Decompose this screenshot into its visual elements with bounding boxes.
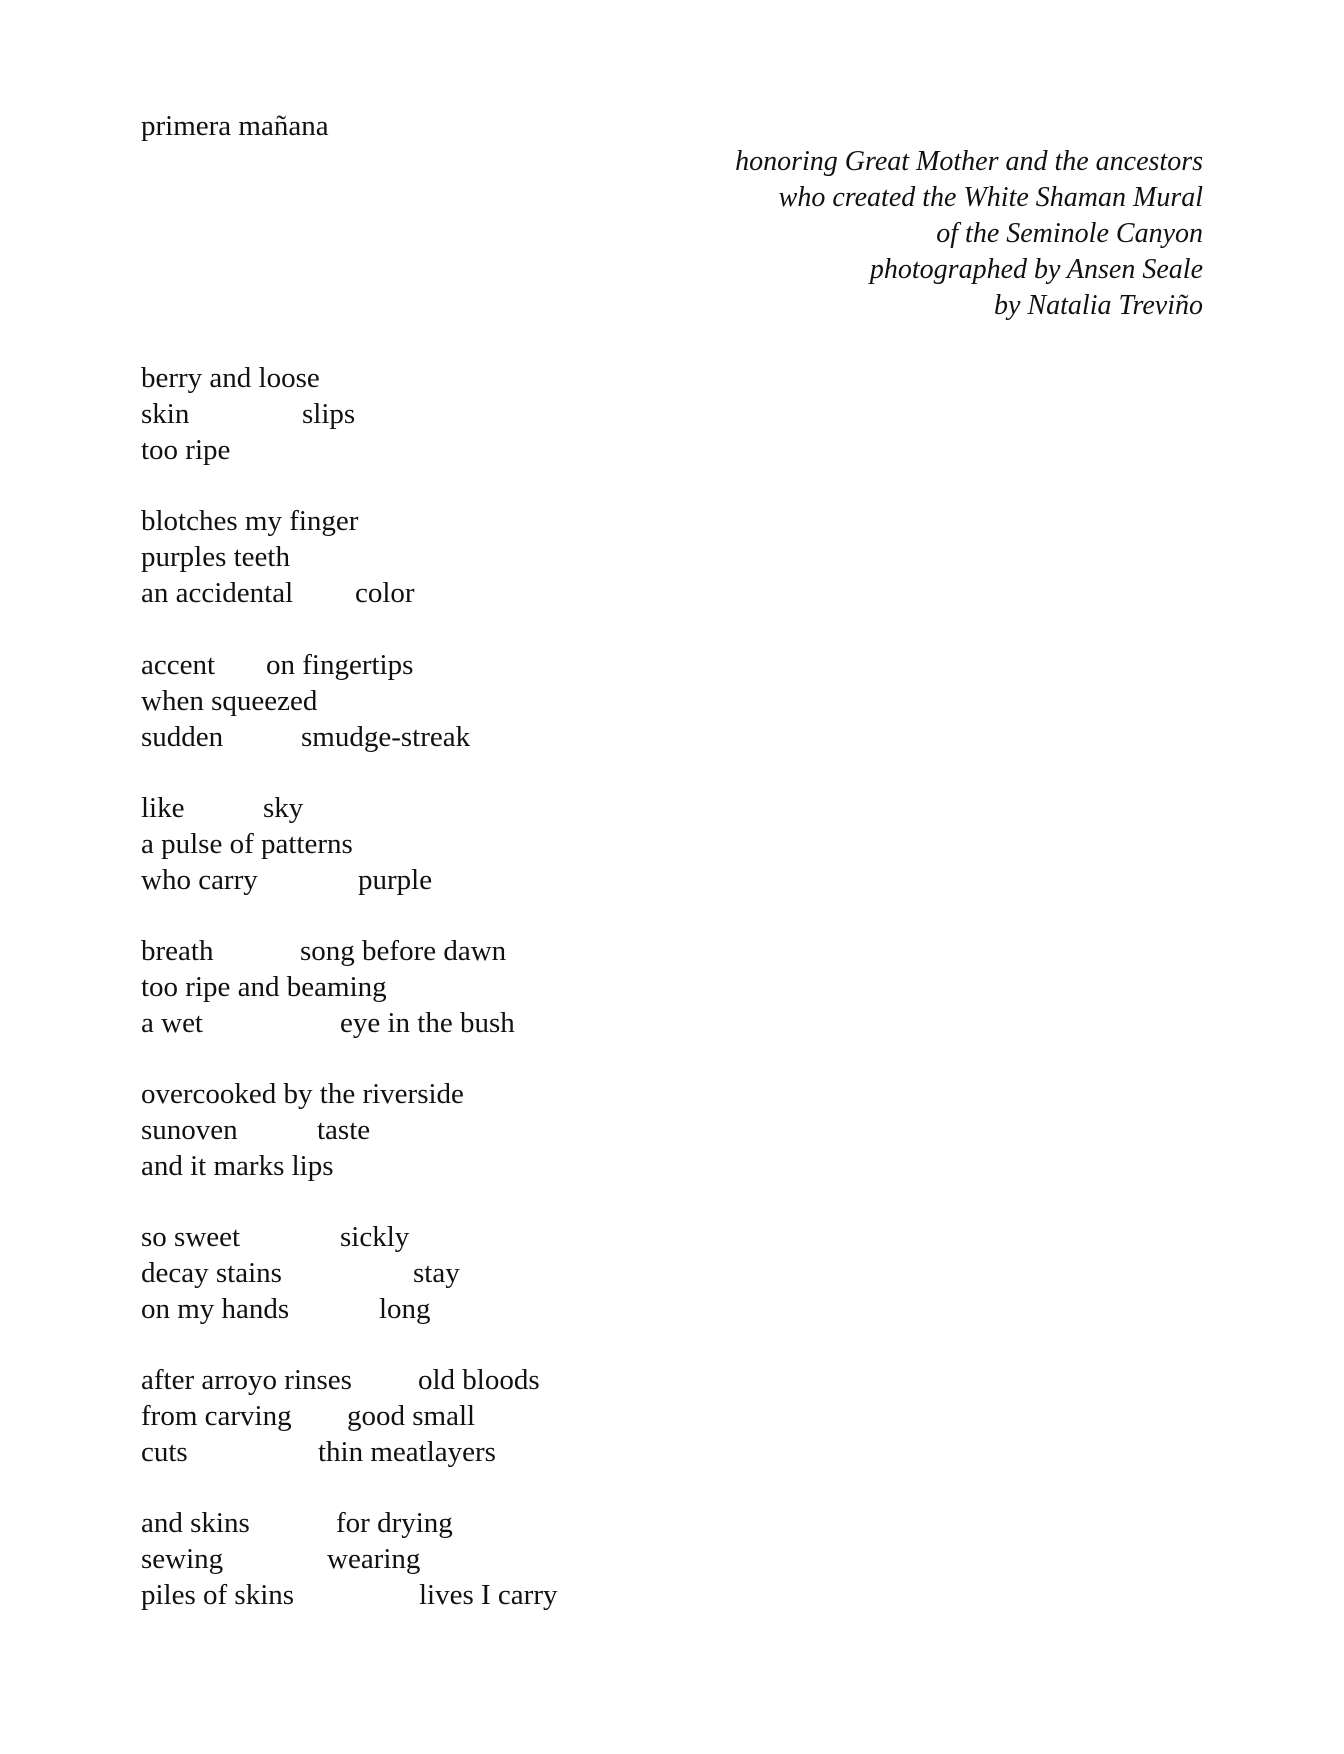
line-phrase: cuts — [141, 1436, 188, 1468]
poem-line — [141, 1577, 841, 1613]
stanza — [141, 790, 841, 898]
line-phrase: so sweet — [141, 1221, 241, 1253]
poem-line — [141, 933, 841, 969]
line-phrase: for drying — [336, 1507, 453, 1539]
stanza — [141, 647, 841, 755]
dedication-line: photographed by Ansen Seale — [869, 254, 1203, 285]
line-phrase: an accidental — [141, 577, 294, 609]
line-phrase: after arroyo rinses — [141, 1364, 352, 1396]
line-phrase: when squeezed — [141, 685, 318, 717]
line-phrase: on fingertips — [266, 649, 414, 681]
line-phrase: slips — [302, 398, 356, 430]
poem-line — [141, 575, 841, 611]
poem-line — [141, 1219, 841, 1255]
line-phrase: lives I carry — [419, 1579, 558, 1611]
line-phrase: skin — [141, 398, 190, 430]
poem-line — [141, 1112, 841, 1148]
line-phrase: too ripe — [141, 434, 231, 466]
line-phrase: stay — [413, 1257, 460, 1289]
stanza — [141, 1362, 841, 1470]
stanza — [141, 1505, 841, 1613]
poem-line — [141, 969, 841, 1005]
dedication-line: honoring Great Mother and the ancestors — [735, 146, 1203, 177]
poem-line — [141, 396, 841, 432]
dedication-line: who created the White Shaman Mural — [778, 182, 1203, 213]
line-phrase: sewing — [141, 1543, 224, 1575]
line-phrase: a pulse of patterns — [141, 828, 353, 860]
stanza — [141, 1076, 841, 1184]
line-phrase: old bloods — [418, 1364, 540, 1396]
line-phrase: accent — [141, 649, 216, 681]
author-line: by Natalia Treviño — [994, 290, 1203, 321]
line-phrase: thin meatlayers — [318, 1436, 496, 1468]
poem-line — [141, 1362, 841, 1398]
line-phrase: purple — [358, 864, 433, 896]
line-phrase: blotches my finger — [141, 505, 359, 537]
line-phrase: good small — [347, 1400, 476, 1432]
line-phrase: breath — [141, 935, 214, 967]
line-phrase: wearing — [327, 1543, 421, 1575]
stanza — [141, 933, 841, 1041]
poem-line — [141, 1434, 841, 1470]
line-phrase: like — [141, 792, 185, 824]
line-phrase: decay stains — [141, 1257, 282, 1289]
poem-line — [141, 503, 841, 539]
line-phrase: overcooked by the riverside — [141, 1078, 464, 1110]
poem-line — [141, 1505, 841, 1541]
line-phrase: piles of skins — [141, 1579, 295, 1611]
poem-line — [141, 862, 841, 898]
stanza — [141, 1219, 841, 1327]
poem-line — [141, 1398, 841, 1434]
poem-title: primera mañana — [141, 110, 329, 142]
poem-line — [141, 1076, 841, 1112]
poem-line — [141, 539, 841, 575]
poem-line — [141, 647, 841, 683]
line-phrase: song before dawn — [300, 935, 507, 967]
poem-line — [141, 683, 841, 719]
dedication-block — [735, 144, 1203, 324]
poem-line — [141, 1255, 841, 1291]
line-phrase: long — [379, 1293, 431, 1325]
poem-line — [141, 790, 841, 826]
line-phrase: color — [355, 577, 415, 609]
poem-line — [141, 826, 841, 862]
line-phrase: and it marks lips — [141, 1150, 334, 1182]
line-phrase: berry and loose — [141, 362, 320, 394]
line-phrase: purples teeth — [141, 541, 290, 573]
line-phrase: too ripe and beaming — [141, 971, 387, 1003]
line-phrase: from carving — [141, 1400, 292, 1432]
stanza — [141, 503, 841, 611]
poem-line — [141, 1148, 841, 1184]
line-phrase: sky — [263, 792, 304, 824]
stanza — [141, 360, 841, 468]
dedication-line: of the Seminole Canyon — [936, 218, 1203, 249]
poem-line — [141, 360, 841, 396]
poem-line — [141, 1291, 841, 1327]
line-phrase: sickly — [340, 1221, 410, 1253]
line-phrase: on my hands — [141, 1293, 290, 1325]
poem-line — [141, 1541, 841, 1577]
line-phrase: sunoven — [141, 1114, 238, 1146]
line-phrase: taste — [317, 1114, 371, 1146]
line-phrase: eye in the bush — [340, 1007, 515, 1039]
line-phrase: and skins — [141, 1507, 250, 1539]
poem-line — [141, 719, 841, 755]
line-phrase: smudge-streak — [301, 721, 471, 753]
line-phrase: who carry — [141, 864, 258, 896]
line-phrase: a wet — [141, 1007, 203, 1039]
poem-line — [141, 432, 841, 468]
poem-line — [141, 1005, 841, 1041]
line-phrase: sudden — [141, 721, 224, 753]
